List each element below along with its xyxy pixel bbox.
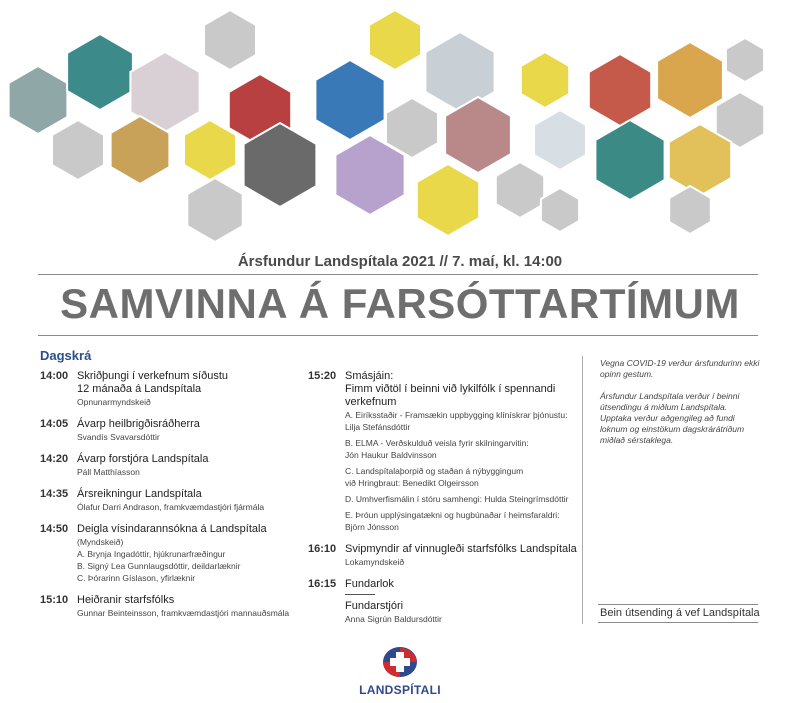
agenda-time: 14:20 <box>40 453 69 465</box>
agenda-time: 15:10 <box>40 594 69 606</box>
agenda-item <box>40 488 300 513</box>
agenda-speaker: C. Landspítalaþorpið og staðan á nýbyggingum <box>345 466 524 476</box>
agenda-speaker: Lokamyndskeið <box>345 557 405 567</box>
agenda-speaker: Gunnar Beinteinsson, framkvæmdastjóri mannauðsmála <box>77 608 290 618</box>
chair-label: Fundarstjóri <box>345 600 404 612</box>
agenda-item <box>40 594 300 619</box>
collage-hexagon <box>417 164 479 236</box>
chair-rule <box>345 594 375 595</box>
agenda-speaker: við Hringbraut: Benedikt Olgeirsson <box>345 478 479 488</box>
live-stream-link[interactable]: Bein útsending á vef Landspítala <box>600 607 760 619</box>
agenda-title: Fundarlok <box>345 578 394 590</box>
agenda-speaker: A. Brynja Ingadóttir, hjúkrunarfræðingur <box>77 549 226 559</box>
agenda-item <box>308 578 578 591</box>
agenda-speaker: B. ELMA - Verðskulduð veisla fyrir skilningarvitin: <box>345 438 529 448</box>
event-subtitle: Ársfundur Landspítala 2021 // 7. maí, kl. 14:00 <box>237 253 563 270</box>
landspitali-cross-icon <box>382 646 418 678</box>
hexagon-photo-collage <box>0 0 800 250</box>
collage-hexagon <box>521 52 569 108</box>
agenda-speaker: (Myndskeið) <box>77 537 124 547</box>
collage-hexagon <box>52 120 104 180</box>
agenda-time: 16:15 <box>308 578 337 590</box>
agenda-speaker: Páll Matthíasson <box>77 467 140 477</box>
agenda-title: Svipmyndir af vinnugleði starfsfólks Landspítala <box>345 543 577 555</box>
collage-hexagon <box>534 110 586 170</box>
agenda-title: Ávarp heilbrigðisráðherra <box>77 418 200 430</box>
logo-wordmark: LANDSPÍTALI <box>359 683 441 697</box>
agenda-item <box>40 523 300 584</box>
collage-hexagon <box>496 162 544 218</box>
agenda-title: Skriðþungi í verkefnum síðustu <box>77 370 229 382</box>
agenda-item <box>40 453 300 478</box>
collage-hexagon <box>315 60 384 140</box>
agenda-speaker: Lilja Stefánsdóttir <box>345 422 411 432</box>
agenda-item <box>40 418 300 443</box>
agenda-heading: Dagskrá <box>40 348 92 363</box>
agenda-item <box>308 543 578 568</box>
collage-hexagon <box>204 10 256 70</box>
agenda-speaker: Jón Haukur Baldvinsson <box>345 450 437 460</box>
live-rule-bottom <box>598 622 758 623</box>
agenda-speaker: Opnunarmyndskeið <box>77 397 151 407</box>
chair-block <box>345 600 565 625</box>
collage-hexagon <box>595 120 664 200</box>
chair-name: Anna Sigrún Baldursdóttir <box>345 614 442 624</box>
agenda-title: Ársreikningur Landspítala <box>77 488 202 500</box>
collage-hexagon <box>187 178 242 242</box>
agenda-time: 16:10 <box>308 543 337 555</box>
agenda-item <box>40 370 300 408</box>
agenda-speaker: C. Þórarinn Gíslason, yfirlæknir <box>77 573 196 583</box>
collage-hexagon <box>589 54 651 126</box>
agenda-time: 14:35 <box>40 488 69 500</box>
agenda-item <box>308 370 578 533</box>
live-rule-top <box>598 604 758 605</box>
agenda-title: 12 mánaða á Landspítala <box>77 383 202 395</box>
agenda-title: Ávarp forstjóra Landspítala <box>77 453 209 465</box>
collage-hexagon <box>541 188 579 232</box>
column-separator <box>582 356 583 624</box>
agenda-title: Heiðranir starfsfólks <box>77 594 175 606</box>
collage-hexagon <box>726 38 764 82</box>
agenda-time: 14:00 <box>40 370 69 382</box>
collage-hexagon <box>369 10 421 70</box>
agenda-speaker: Svandís Svavarsdóttir <box>77 432 160 442</box>
agenda-title: Deigla vísindarannsókna á Landspítala <box>77 523 267 535</box>
agenda-time: 15:20 <box>308 370 337 382</box>
agenda-speaker: E. Þróun upplýsingatækni og hugbúnaðar í heimsfaraldri: <box>345 510 560 520</box>
collage-hexagon <box>184 120 236 180</box>
agenda-title: Smásjáin: <box>345 370 394 382</box>
agenda-speaker: B. Signý Lea Gunnlaugsdóttir, deildarlæknir <box>77 561 241 571</box>
agenda-column-middle <box>308 370 578 601</box>
agenda-speaker: A. Eiríksstaðir - Framsækin uppbygging klínískrar þjónustu: <box>345 410 568 420</box>
landspitali-logo <box>0 646 800 697</box>
agenda-speaker: D. Umhverfismálin í stóru samhengi: Hulda Steingrímsdóttir <box>345 494 569 504</box>
title-divider <box>38 335 758 336</box>
top-divider <box>38 274 758 275</box>
collage-hexagon <box>67 34 133 110</box>
agenda-column-left <box>40 370 300 629</box>
covid-note: Vegna COVID-19 verður ársfundurinn ekki opinn gestum. <box>600 358 760 379</box>
page-title: SAMVINNA Á FARSÓTTARTÍMUM <box>60 280 740 327</box>
agenda-speaker: Björn Jónsson <box>345 522 399 532</box>
agenda-title: Fimm viðtöl í beinni við lykilfólk í spennandi verkefnum <box>345 383 556 408</box>
agenda-time: 14:50 <box>40 523 69 535</box>
broadcast-note: Ársfundur Landspítala verður í beinni útsendingu á miðlum Landspítala. Upptaka verður aðgengileg að fundi loknum og einstökum dagskrárátriðum miðlað sérstaklega. <box>600 391 745 445</box>
collage-hexagon <box>9 66 68 134</box>
collage-hexagon <box>657 42 723 118</box>
agenda-speaker: Ólafur Darri Andrason, framkvæmdastjóri fjármála <box>77 502 265 512</box>
agenda-time: 14:05 <box>40 418 69 430</box>
